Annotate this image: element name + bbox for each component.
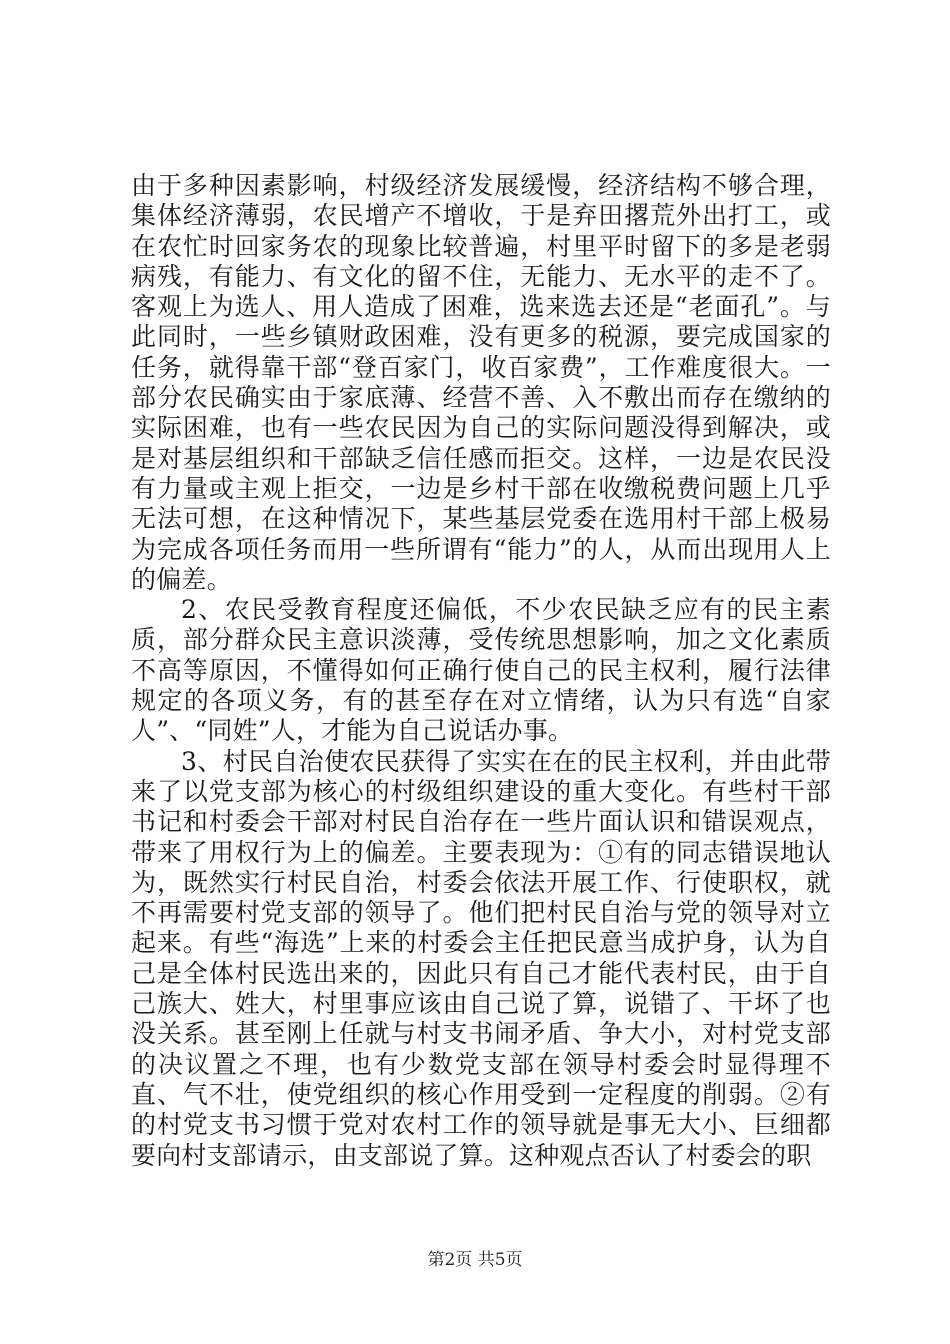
paragraph-point-3: 3、村民自治使农民获得了实实在在的民主权利，并由此带来了以党支部为核心的村级组织建设的重大变化。有些村干部书记和村委会干部对村民自治存在一些片面认识和错误观点，带来了用权行为上的偏差。主要表现为：①有的同志错误地认为，既然实行村民自治，村委会依法开展工作、行使职权，就不再需要村党支部的领导了。他们把村民自治与党的领导对立起来。有些“海选”上来的村委会主任把民意当成护身，认为自己是全体村民选出来的，因此只有自己才能代表村民，由于自己族大、姓大，村里事应该由自己说了算，说错了、干坏了也没关系。甚至刚上任就与村支书闹矛盾、争大小，对村党支部的决议置之不理，也有少数党支部在领导村委会时显得理不直、气不壮，使党组织的核心作用受到一定程度的削弱。②有的村党支书习惯于党对农村工作的领导就是事无大小、巨细都要向村支部请示，由支部说了算。这种观点否认了村委会的职 bbox=[131, 746, 831, 1170]
document-body bbox=[131, 171, 831, 1171]
page-number-footer: 第2页 共5页 bbox=[427, 1250, 523, 1270]
paragraph-point-2: 2、农民受教育程度还偏低，不少农民缺乏应有的民主素质，部分群众民主意识淡薄，受传统思想影响，加之文化素质不高等原因，不懂得如何正确行使自己的民主权利，履行法律规定的各项义务，有的甚至存在对立情绪，认为只有选“自家人”、“同姓”人，才能为自己说话办事。 bbox=[131, 595, 831, 746]
paragraph-continuation: 由于多种因素影响，村级经济发展缓慢，经济结构不够合理，集体经济薄弱，农民增产不增收，于是弃田撂荒外出打工，或在农忙时回家务农的现象比较普遍，村里平时留下的多是老弱病残，有能力、有文化的留不住，无能力、无水平的走不了。客观上为选人、用人造成了困难，选来选去还是“老面孔”。与此同时，一些乡镇财政困难，没有更多的税源，要完成国家的任务，就得靠干部“登百家门，收百家费”，工作难度很大。一部分农民确实由于家底薄、经营不善、入不敷出而存在缴纳的实际困难，也有一些农民因为自己的实际问题没得到解决，或是对基层组织和干部缺乏信任感而拒交。这样，一边是农民没有力量或主观上拒交，一边是乡村干部在收缴税费问题上几乎无法可想，在这种情况下，某些基层党委在选用村干部上极易为完成各项任务而用一些所谓有“能力”的人，从而出现用人上的偏差。 bbox=[131, 171, 831, 594]
